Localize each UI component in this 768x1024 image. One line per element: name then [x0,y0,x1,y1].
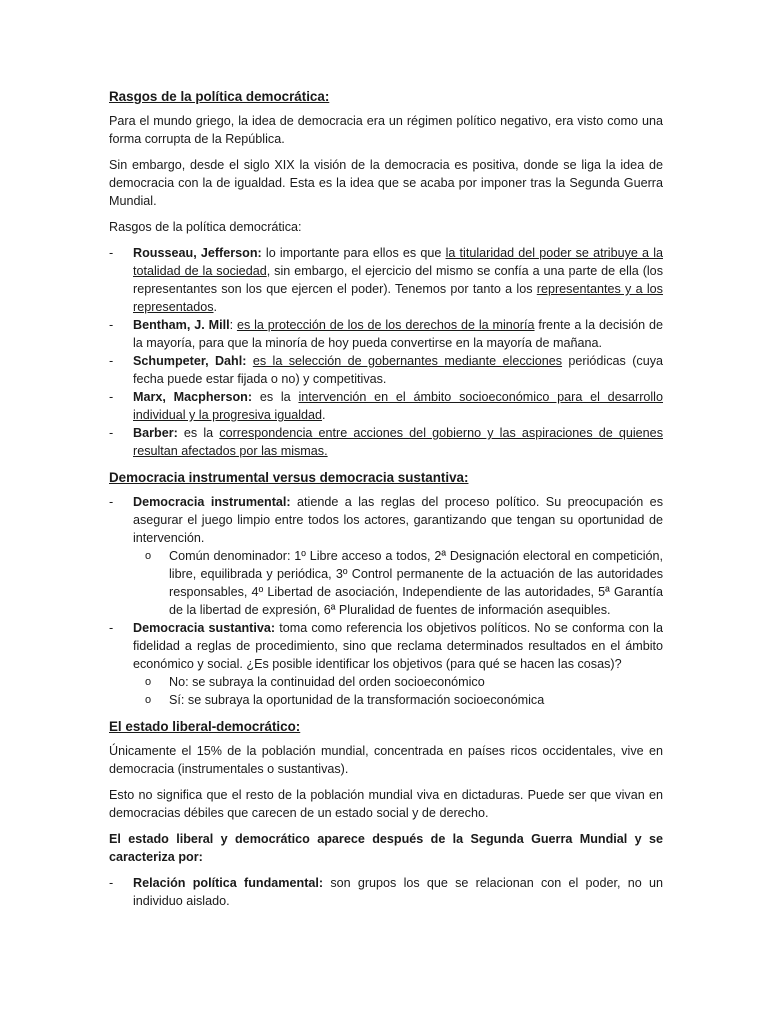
sublist-instrumental [133,547,663,619]
item-text: frente a la decisión de la mayoría, para que la minoría de hoy pueda convertirse en la mayoría de mañana. [133,318,664,350]
item-text: atiende a las reglas del proceso político. Su preocupación es asegurar el juego limpio entre todos los actores, garantizando que tengan su oportunidad de intervención. [133,495,663,545]
term-name: Democracia instrumental: [133,495,291,509]
underlined-text: la titularidad del poder se atribuye a la totalidad de la sociedad [133,246,663,278]
paragraph-rasgos-intro: Rasgos de la política democrática: [109,220,302,234]
list-item-rousseau [109,244,663,316]
section-heading-rasgos: Rasgos de la política democrática: [109,89,330,104]
underlined-text: es la selección de gobernantes mediante elecciones [252,354,563,368]
underlined-text: representantes y a los representados [133,282,663,314]
sublist-item-comun-denominador [145,547,663,619]
dash-marker: - [109,876,114,890]
dash-marker: - [109,318,114,332]
dash-marker: - [109,246,114,260]
sublist-text: No: se subraya la continuidad del orden socioeconómico [169,675,485,689]
item-text: , sin embargo, el ejercicio del mismo se confía a una parte de ella (los representantes son los que ejercen el poder). Tenemos por tanto a los [133,264,663,296]
dash-marker: - [109,390,114,404]
paragraph-mundo-griego: Para el mundo griego, la idea de democracia era un régimen político negativo, era visto como una forma corrupta de la República. [109,114,663,146]
circle-marker: o [145,694,152,706]
item-text: : [229,318,237,332]
list-item-sustantiva [109,619,663,709]
paragraph-15-por-ciento: Únicamente el 15% de la población mundial, concentrada en países ricos occidentales, vive en democracia (instrumentales o sustantivas). [109,744,663,776]
dash-marker: - [109,354,114,368]
underlined-text: es la protección de los de los derechos de la minoría [236,318,535,332]
sublist-sustantiva [133,673,663,709]
underlined-text: correspondencia entre acciones del gobierno y las aspiraciones de quienes resultan afectados por las mismas. [133,426,663,458]
estado-list [109,874,663,910]
dash-marker: - [109,495,114,509]
author-name: Barber: [133,426,178,440]
rasgos-list [109,244,663,460]
item-text: es la [177,426,220,440]
item-text: son grupos los que se relacionan con el poder, no un individuo aislado. [133,876,663,908]
item-text: . [213,300,218,314]
circle-marker: o [145,676,152,688]
dash-marker: - [109,426,114,440]
list-item-marx [109,388,663,424]
list-item-relacion-politica [109,874,663,910]
sublist-text: Sí: se subraya la oportunidad de la transformación socioeconómica [169,693,545,707]
sublist-item-no [145,673,663,691]
item-text: lo importante para ellos es que [261,246,446,260]
author-name: Bentham, J. Mill [133,318,230,332]
list-item-schumpeter [109,352,663,388]
list-item-instrumental [109,493,663,619]
list-item-bentham [109,316,663,352]
list-item-barber [109,424,663,460]
item-text: es la [252,390,299,404]
paragraph-caracteriza: El estado liberal y democrático aparece después de la Segunda Guerra Mundial y se caracteriza por: [109,832,663,864]
term-name: Relación política fundamental: [133,876,324,890]
sublist-text: Común denominador: 1º Libre acceso a todos, 2ª Designación electoral en competición, libre, equilibrada y periódica, 3º Control permanente de la actuación de las autoridades responsables, 4º Libertad de asociación, Independiente de las autoridades, 5ª Garantía de la libertad de expresión, 6ª Pluralidad de fuentes de información asequibles. [169,549,663,617]
paragraph-siglo-xix: Sin embargo, desde el siglo XIX la visión de la democracia es positiva, donde se liga la idea de democracia con la de igualdad. Esta es la idea que se acaba por imponer tras la Segunda Guerra Mundial. [109,158,663,208]
item-text: toma como referencia los objetivos políticos. No se conforma con la fidelidad a reglas de procedimiento, sino que reclama determinados resultados en el ámbito económico y social. ¿Es posible identificar los objetivos (para qué se hacen las cosas)? [133,621,663,671]
section-heading-instrumental-sustantiva: Democracia instrumental versus democracia sustantiva: [109,470,469,485]
author-name: Rousseau, Jefferson: [133,246,262,260]
democracia-list [109,493,663,709]
paragraph-dictaduras: Esto no significa que el resto de la población mundial viva en dictaduras. Puede ser que vivan en democracias débiles que carecen de un estado social y de derecho. [109,788,663,820]
circle-marker: o [145,550,152,562]
dash-marker: - [109,621,114,635]
sublist-item-si [145,691,663,709]
item-text: periódicas (cuya fecha puede estar fijada o no) y competitivas. [133,354,663,386]
term-name: Democracia sustantiva: [133,621,276,635]
section-heading-estado-liberal: El estado liberal-democrático: [109,719,301,734]
author-name: Schumpeter, Dahl: [133,354,247,368]
underlined-text: intervención en el ámbito socioeconómico para el desarrollo individual y la progresiva igualdad [133,390,663,422]
item-text: . [322,408,326,422]
author-name: Marx, Macpherson: [133,390,253,404]
